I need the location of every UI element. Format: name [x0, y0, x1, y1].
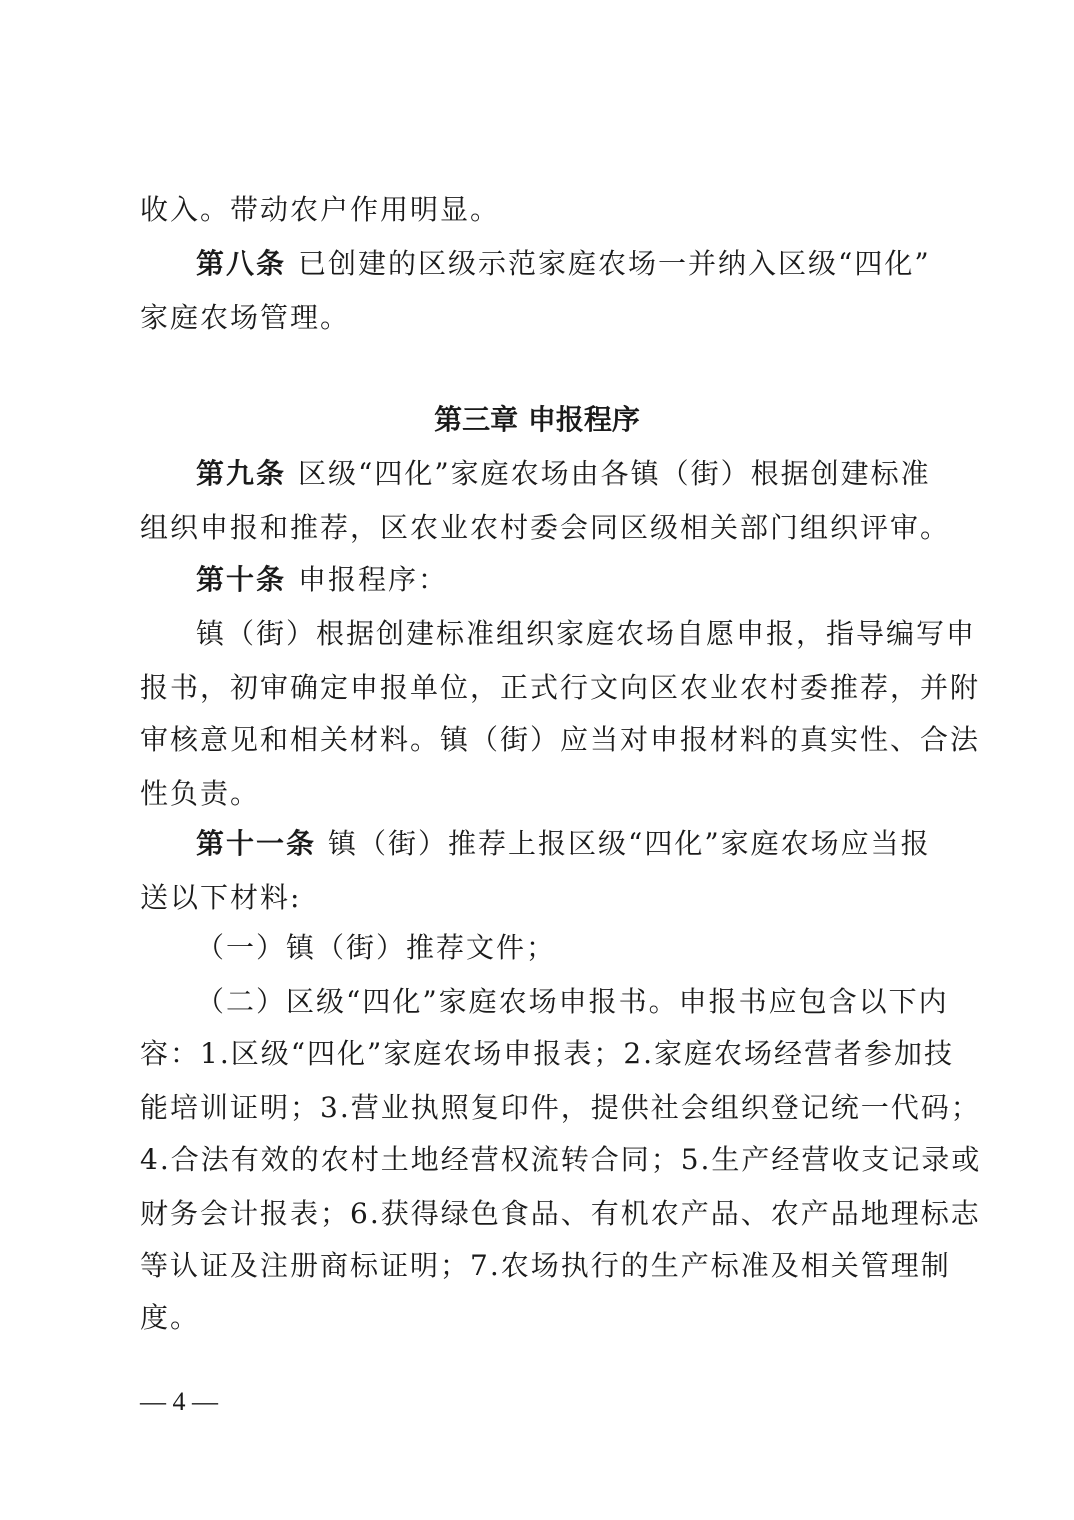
chapter-title: 第三章 申报程序 — [434, 403, 640, 436]
article-text: 区级“四化”家庭农场由各镇（街）根据创建标准 — [298, 457, 931, 490]
article-label: 第九条 — [196, 457, 287, 490]
text-line: 组织申报和推荐，区农业农村委会同区级相关部门组织评审。 — [140, 511, 951, 544]
article-text: 申报程序： — [298, 563, 449, 596]
list-item: （一）镇（街）推荐文件； — [196, 931, 557, 964]
article-8 — [196, 244, 940, 284]
article-9 — [196, 454, 940, 494]
article-10 — [196, 560, 940, 600]
text-line: 收入。带动农户作用明显。 — [140, 193, 501, 226]
article-label: 第十条 — [196, 563, 287, 596]
article-label: 第八条 — [196, 247, 287, 280]
text-line: 报书，初审确定申报单位，正式行文向区农业农村委推荐，并附 — [140, 671, 981, 704]
text-line: 4.合法有效的农村土地经营权流转合同；5.生产经营收支记录或 — [140, 1143, 982, 1176]
page-number: — 4 — — [140, 1387, 218, 1416]
text-line: 送以下材料: — [140, 881, 302, 914]
article-text: 已创建的区级示范家庭农场一并纳入区级“四化” — [298, 247, 931, 280]
text-line: 容：1.区级“四化”家庭农场申报表；2.家庭农场经营者参加技 — [140, 1037, 955, 1070]
article-text: 镇（街）推荐上报区级“四化”家庭农场应当报 — [328, 827, 931, 860]
article-label: 第十一条 — [196, 827, 317, 860]
text-line: 审核意见和相关材料。镇（街）应当对申报材料的真实性、合法 — [140, 723, 981, 756]
text-line: 镇（街）根据创建标准组织家庭农场自愿申报，指导编写申 — [196, 617, 977, 650]
text-line: 度。 — [140, 1301, 201, 1334]
text-line: 家庭农场管理。 — [140, 301, 351, 334]
text-line: 能培训证明；3.营业执照复印件，提供社会组织登记统一代码； — [140, 1091, 981, 1124]
text-line: 财务会计报表；6.获得绿色食品、有机农产品、农产品地理标志 — [140, 1197, 981, 1230]
text-line: 性负责。 — [140, 777, 261, 810]
text-line: 等认证及注册商标证明；7.农场执行的生产标准及相关管理制 — [140, 1249, 951, 1282]
article-11 — [196, 824, 940, 864]
list-item: （二）区级“四化”家庭农场申报书。申报书应包含以下内 — [196, 985, 949, 1018]
